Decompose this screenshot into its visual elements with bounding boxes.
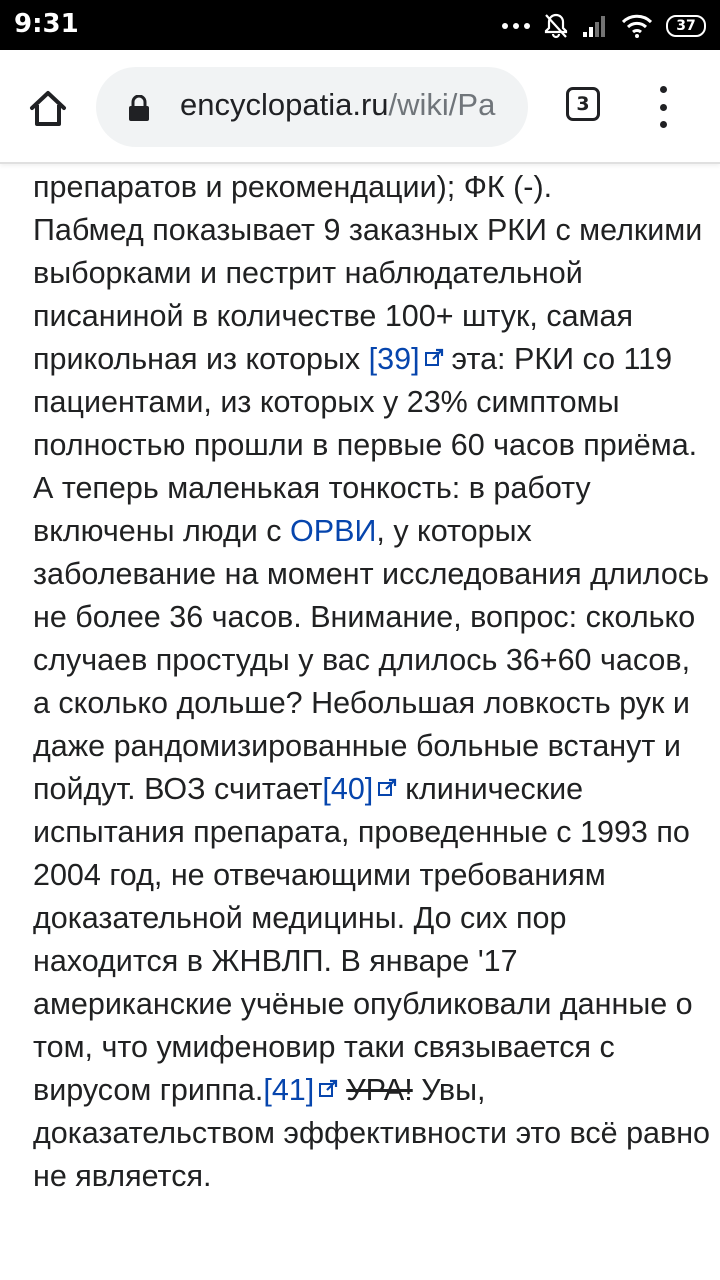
article-text: , у которых заболевание на момент исследования длилось не более 36 часов. Внимание, вопрос: сколько случаев простуды у вас длилось 36+60 часов, а сколько дольше? Небольшая ловкость рук и даже рандомизированные больные встанут и пойдут. ВОЗ считает (33, 514, 709, 806)
external-link-icon (318, 1079, 338, 1099)
battery-icon (666, 15, 706, 37)
reference-link-39[interactable]: [39] (368, 342, 420, 376)
strikethrough-text: УРА! (346, 1073, 413, 1107)
notification-dots-icon (502, 23, 530, 29)
external-link-icon (424, 348, 444, 368)
article-paragraph-top (33, 166, 713, 209)
reference-link-40[interactable]: [40] (322, 772, 374, 806)
lock-icon (128, 95, 150, 121)
article-content (33, 162, 713, 1280)
url-domain: encyclopatia.ru (180, 87, 389, 122)
status-icons (502, 12, 706, 40)
bell-muted-icon (544, 13, 568, 39)
status-bar (0, 0, 720, 50)
url-path: /wiki/Pa (388, 87, 496, 122)
external-link-icon (377, 778, 397, 798)
url-text (180, 87, 520, 123)
article-text: Пабмед показывает 9 заказных РКИ с мелкими выборками и пестрит наблюдательной писаниной в количестве 100+ штук, самая прикольная из которых (33, 213, 703, 376)
battery-level: 37 (676, 18, 696, 34)
browser-toolbar (0, 50, 720, 164)
reference-link-41[interactable]: [41] (263, 1073, 315, 1107)
article-text: препаратов и рекомендации); ФК (-). (33, 170, 553, 204)
address-bar[interactable] (96, 67, 528, 147)
article-text: Увы, доказательством эффективности это всё равно не является. (33, 1073, 711, 1193)
article-text: эта: РКИ со 119 пациентами, из которых у 23% симптомы полностью прошли в первые 60 часов приёма. А теперь маленькая тонкость: в работу включены люди с (33, 342, 698, 548)
orvi-link[interactable]: ОРВИ (290, 514, 377, 548)
article-paragraph (33, 209, 713, 1198)
more-menu-icon[interactable] (648, 84, 678, 130)
wifi-icon (622, 14, 652, 38)
tab-count: 3 (576, 93, 590, 115)
article-text: клинические испытания препарата, проведенные с 1993 по 2004 год, не отвечающими требованиям доказательной медицины. До сих пор находится в ЖНВЛП. В январе '17 американские учёные опубликовали данные о том, что умифеновир таки связывается с вирусом гриппа. (33, 772, 693, 1107)
tab-switcher-button[interactable] (566, 87, 600, 121)
status-time: 9:31 (14, 9, 79, 39)
signal-icon (582, 14, 608, 38)
home-icon[interactable] (26, 86, 70, 130)
